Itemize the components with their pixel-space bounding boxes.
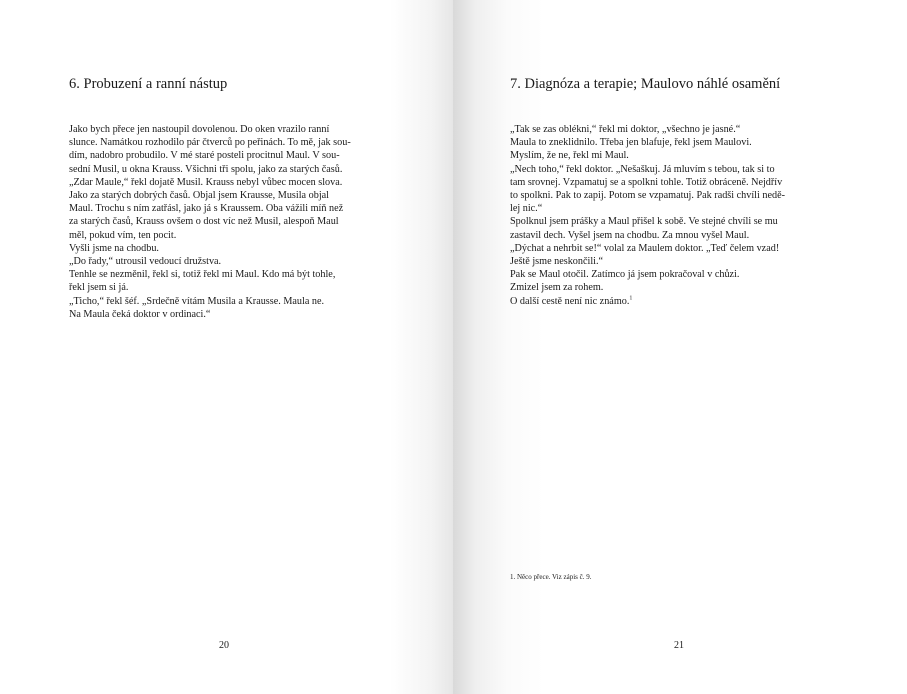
text-line: měl, pokud vím, ten pocit. [69, 229, 177, 241]
text-line: řekl jsem si já. [69, 282, 129, 294]
right-page [453, 0, 907, 694]
text-line: Tenhle se nezměnil, řekl si, totiž řekl mi Maul. Kdo má být tohle, [69, 269, 336, 281]
text-line: Jako za starých dobrých časů. Objal jsem Krausse, Musila objal [69, 190, 329, 202]
text-line: Na Maula čeká doktor v ordinaci.“ [69, 308, 211, 320]
chapter-title: 7. Diagnóza a terapie; Maulovo náhlé osamění [510, 76, 781, 92]
page-number: 20 [219, 640, 229, 651]
text-line: „Tak se zas oblékni,“ řekl mi doktor, „všechno je jasné.“ [510, 124, 741, 135]
text-line: Ještě jsme neskončili.“ [510, 256, 604, 268]
footnote-reference[interactable]: 1 [629, 295, 633, 302]
text-line: lej nic.“ [510, 203, 543, 215]
text-line: sední Musil, u okna Krauss. Všichni tři spolu, jako za starých časů. [69, 163, 343, 175]
text-line: zastavil dech. Vyšel jsem na chodbu. Za mnou vyšel Maul. [510, 229, 750, 241]
text-line: Vyšli jsme na chodbu. [69, 242, 159, 254]
chapter-title: 6. Probuzení a ranní nástup [69, 76, 228, 92]
text-line: Myslím, že ne, řekl mi Maul. [510, 150, 629, 162]
last-line-text: O další cestě není nic známo. [510, 295, 630, 307]
text-line: za starých časů, Krauss ovšem o dost víc než Musil, alespoň Maul [69, 216, 339, 228]
text-line: „Nech toho,“ řekl doktor. „Nešaškuj. Já mluvím s tebou, tak si to [510, 163, 775, 175]
text-line: Maula to zneklidnilo. Třeba jen blafuje, řekl jsem Maulovi. [510, 137, 752, 149]
text-line: tam srovnej. Vzpamatuj se a spolkni tohle. Totiž obráceně. Nejdřív [510, 176, 783, 188]
left-page [0, 0, 453, 694]
chapter-body [69, 123, 399, 321]
text-line: „Dýchat a nehrbit se!“ volal za Maulem doktor. „Teď čelem vzad! [510, 242, 780, 254]
text-line: „Do řady,“ utrousil vedoucí družstva. [69, 256, 222, 268]
text-line: to spolkni. Pak to zapij. Potom se vzpamatuj. Pak radši chvíli nedě- [510, 190, 786, 202]
page-number: 21 [674, 640, 684, 651]
text-line: Pak se Maul otočil. Zatímco já jsem pokračoval v chůzi. [510, 269, 740, 281]
text-line [510, 295, 840, 308]
text-line: Zmizel jsem za rohem. [510, 282, 604, 294]
text-line: Spolknul jsem prášky a Maul přišel k sobě. Ve stejné chvíli se mu [510, 216, 778, 228]
text-line: „Ticho,“ řekl šéf. „Srdečně vítám Musila a Krausse. Maula ne. [69, 295, 325, 307]
text-line: slunce. Namátkou rozhodilo pár čtverců po peřinách. To mě, jak sou- [69, 137, 351, 149]
text-line: dím, nadobro probudilo. V mé staré posteli procitnul Maul. V sou- [69, 150, 340, 162]
text-line: Maul. Trochu s ním zatřásl, jako já s Kraussem. Oba vážili míň než [69, 203, 344, 215]
text-line: „Zdar Maule,“ řekl dojatě Musil. Krauss nebyl vůbec mocen slova. [69, 176, 343, 188]
footnote: 1. Něco přece. Viz zápis č. 9. [510, 573, 592, 581]
chapter-body [510, 123, 840, 308]
text-line: Jako bych přece jen nastoupil dovolenou. Do oken vrazilo ranní [69, 124, 330, 135]
